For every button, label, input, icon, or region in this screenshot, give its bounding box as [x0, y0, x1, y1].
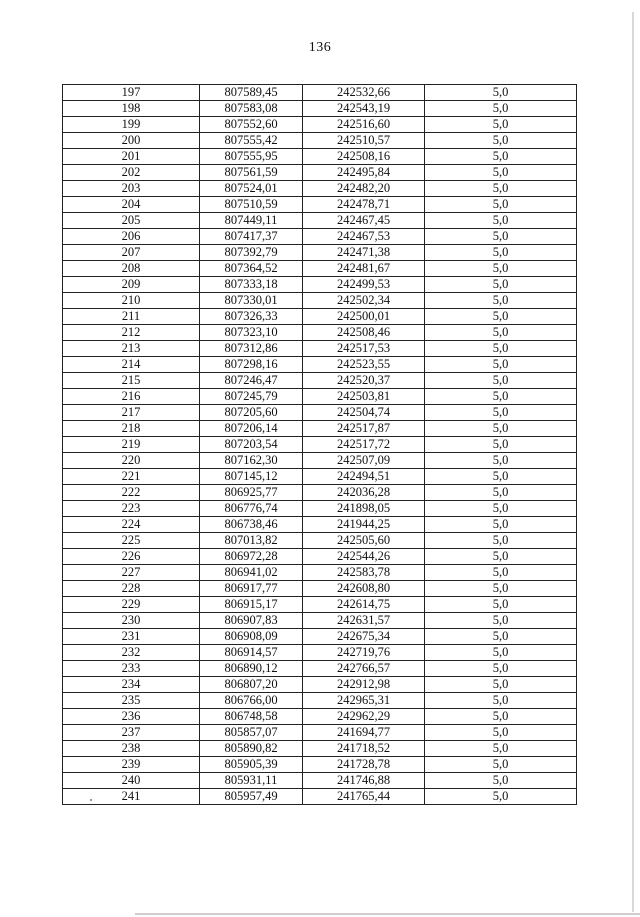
- x-coordinate-cell: 807246,47: [200, 373, 303, 389]
- table-row: [63, 341, 577, 357]
- point-number-cell: 229: [63, 597, 200, 613]
- value-cell: 5,0: [425, 133, 577, 149]
- y-coordinate-cell: 242499,53: [303, 277, 425, 293]
- y-coordinate-cell: 242544,26: [303, 549, 425, 565]
- point-number-cell: 218: [63, 421, 200, 437]
- y-coordinate-cell: 242482,20: [303, 181, 425, 197]
- x-coordinate-cell: 806925,77: [200, 485, 303, 501]
- x-coordinate-cell: 806907,83: [200, 613, 303, 629]
- table-row: [63, 517, 577, 533]
- value-cell: 5,0: [425, 517, 577, 533]
- point-number-cell: 200: [63, 133, 200, 149]
- table-row: [63, 149, 577, 165]
- x-coordinate-cell: 805931,11: [200, 773, 303, 789]
- table-row: [63, 117, 577, 133]
- point-number-cell: 205: [63, 213, 200, 229]
- x-coordinate-cell: 806807,20: [200, 677, 303, 693]
- value-cell: 5,0: [425, 277, 577, 293]
- y-coordinate-cell: 242504,74: [303, 405, 425, 421]
- table-row: [63, 485, 577, 501]
- point-number-cell: 215: [63, 373, 200, 389]
- y-coordinate-cell: 242543,19: [303, 101, 425, 117]
- value-cell: 5,0: [425, 757, 577, 773]
- value-cell: 5,0: [425, 709, 577, 725]
- x-coordinate-cell: 807206,14: [200, 421, 303, 437]
- y-coordinate-cell: 242719,76: [303, 645, 425, 661]
- y-coordinate-cell: 242036,28: [303, 485, 425, 501]
- x-coordinate-cell: 807330,01: [200, 293, 303, 309]
- value-cell: 5,0: [425, 629, 577, 645]
- table-row: [63, 629, 577, 645]
- y-coordinate-cell: 242481,67: [303, 261, 425, 277]
- point-number-cell: 225: [63, 533, 200, 549]
- y-coordinate-cell: 242495,84: [303, 165, 425, 181]
- table-row: [63, 661, 577, 677]
- y-coordinate-cell: 242532,66: [303, 85, 425, 101]
- value-cell: 5,0: [425, 405, 577, 421]
- point-number-cell: 231: [63, 629, 200, 645]
- point-number-cell: 211: [63, 309, 200, 325]
- point-number-cell: 227: [63, 565, 200, 581]
- y-coordinate-cell: 241728,78: [303, 757, 425, 773]
- value-cell: 5,0: [425, 613, 577, 629]
- table-row: [63, 549, 577, 565]
- value-cell: 5,0: [425, 661, 577, 677]
- y-coordinate-cell: 242608,80: [303, 581, 425, 597]
- point-number-cell: 236: [63, 709, 200, 725]
- table-row: [63, 261, 577, 277]
- x-coordinate-cell: 807555,95: [200, 149, 303, 165]
- point-number-cell: 210: [63, 293, 200, 309]
- point-number-cell: 219: [63, 437, 200, 453]
- table-row: [63, 213, 577, 229]
- table-row: [63, 677, 577, 693]
- value-cell: 5,0: [425, 565, 577, 581]
- table-row: [63, 373, 577, 389]
- y-coordinate-cell: 242631,57: [303, 613, 425, 629]
- table-row: [63, 613, 577, 629]
- value-cell: 5,0: [425, 437, 577, 453]
- value-cell: 5,0: [425, 533, 577, 549]
- x-coordinate-cell: 807203,54: [200, 437, 303, 453]
- scan-edge-bottom: [135, 913, 640, 915]
- point-number-cell: 206: [63, 229, 200, 245]
- table-row: [63, 293, 577, 309]
- x-coordinate-cell: 807449,11: [200, 213, 303, 229]
- y-coordinate-cell: 242467,45: [303, 213, 425, 229]
- x-coordinate-cell: 807145,12: [200, 469, 303, 485]
- point-number-cell: 203: [63, 181, 200, 197]
- value-cell: 5,0: [425, 645, 577, 661]
- coordinates-table: [62, 84, 577, 805]
- table-row: [63, 245, 577, 261]
- table-row: [63, 741, 577, 757]
- value-cell: 5,0: [425, 309, 577, 325]
- table-row: [63, 533, 577, 549]
- y-coordinate-cell: 242520,37: [303, 373, 425, 389]
- x-coordinate-cell: 806766,00: [200, 693, 303, 709]
- y-coordinate-cell: 242912,98: [303, 677, 425, 693]
- x-coordinate-cell: 807417,37: [200, 229, 303, 245]
- table-row: [63, 789, 577, 805]
- value-cell: 5,0: [425, 693, 577, 709]
- value-cell: 5,0: [425, 197, 577, 213]
- value-cell: 5,0: [425, 421, 577, 437]
- value-cell: 5,0: [425, 373, 577, 389]
- value-cell: 5,0: [425, 789, 577, 805]
- value-cell: 5,0: [425, 341, 577, 357]
- table-row: [63, 693, 577, 709]
- y-coordinate-cell: 242503,81: [303, 389, 425, 405]
- table-row: [63, 277, 577, 293]
- x-coordinate-cell: 807552,60: [200, 117, 303, 133]
- x-coordinate-cell: 807323,10: [200, 325, 303, 341]
- table-row: [63, 309, 577, 325]
- x-coordinate-cell: 806738,46: [200, 517, 303, 533]
- point-number-cell: 202: [63, 165, 200, 181]
- table-row: [63, 229, 577, 245]
- x-coordinate-cell: 807333,18: [200, 277, 303, 293]
- y-coordinate-cell: 242516,60: [303, 117, 425, 133]
- table-row: [63, 709, 577, 725]
- y-coordinate-cell: 242523,55: [303, 357, 425, 373]
- y-coordinate-cell: 242508,46: [303, 325, 425, 341]
- point-number-cell: 207: [63, 245, 200, 261]
- x-coordinate-cell: 807298,16: [200, 357, 303, 373]
- x-coordinate-cell: 806941,02: [200, 565, 303, 581]
- point-number-cell: 209: [63, 277, 200, 293]
- point-number-cell: 223: [63, 501, 200, 517]
- point-number-cell: 212: [63, 325, 200, 341]
- point-number-cell: 233: [63, 661, 200, 677]
- point-number-cell: 222: [63, 485, 200, 501]
- y-coordinate-cell: 242517,87: [303, 421, 425, 437]
- value-cell: 5,0: [425, 453, 577, 469]
- table-row: [63, 133, 577, 149]
- value-cell: 5,0: [425, 501, 577, 517]
- x-coordinate-cell: 807524,01: [200, 181, 303, 197]
- point-number-cell: 213: [63, 341, 200, 357]
- value-cell: 5,0: [425, 213, 577, 229]
- y-coordinate-cell: 241718,52: [303, 741, 425, 757]
- x-coordinate-cell: 806890,12: [200, 661, 303, 677]
- scan-speck: [90, 799, 92, 801]
- x-coordinate-cell: 806776,74: [200, 501, 303, 517]
- point-number-cell: 214: [63, 357, 200, 373]
- value-cell: 5,0: [425, 773, 577, 789]
- y-coordinate-cell: 242505,60: [303, 533, 425, 549]
- table-row: [63, 165, 577, 181]
- value-cell: 5,0: [425, 261, 577, 277]
- x-coordinate-cell: 806915,17: [200, 597, 303, 613]
- point-number-cell: 208: [63, 261, 200, 277]
- x-coordinate-cell: 806748,58: [200, 709, 303, 725]
- table-row: [63, 85, 577, 101]
- point-number-cell: 217: [63, 405, 200, 421]
- table-row: [63, 565, 577, 581]
- x-coordinate-cell: 807583,08: [200, 101, 303, 117]
- point-number-cell: 197: [63, 85, 200, 101]
- table-row: [63, 453, 577, 469]
- x-coordinate-cell: 807205,60: [200, 405, 303, 421]
- y-coordinate-cell: 242965,31: [303, 693, 425, 709]
- value-cell: 5,0: [425, 293, 577, 309]
- table-row: [63, 421, 577, 437]
- y-coordinate-cell: 242766,57: [303, 661, 425, 677]
- x-coordinate-cell: 805905,39: [200, 757, 303, 773]
- x-coordinate-cell: 807364,52: [200, 261, 303, 277]
- value-cell: 5,0: [425, 181, 577, 197]
- value-cell: 5,0: [425, 357, 577, 373]
- y-coordinate-cell: 242508,16: [303, 149, 425, 165]
- y-coordinate-cell: 242517,53: [303, 341, 425, 357]
- point-number-cell: 228: [63, 581, 200, 597]
- table-row: [63, 197, 577, 213]
- y-coordinate-cell: 241898,05: [303, 501, 425, 517]
- point-number-cell: 204: [63, 197, 200, 213]
- value-cell: 5,0: [425, 245, 577, 261]
- point-number-cell: 238: [63, 741, 200, 757]
- point-number-cell: 232: [63, 645, 200, 661]
- value-cell: 5,0: [425, 149, 577, 165]
- point-number-cell: 221: [63, 469, 200, 485]
- y-coordinate-cell: 242507,09: [303, 453, 425, 469]
- x-coordinate-cell: 806917,77: [200, 581, 303, 597]
- point-number-cell: 230: [63, 613, 200, 629]
- value-cell: 5,0: [425, 741, 577, 757]
- y-coordinate-cell: 242471,38: [303, 245, 425, 261]
- y-coordinate-cell: 242675,34: [303, 629, 425, 645]
- x-coordinate-cell: 807555,42: [200, 133, 303, 149]
- table-row: [63, 101, 577, 117]
- x-coordinate-cell: 807013,82: [200, 533, 303, 549]
- coordinates-table-body: [63, 85, 577, 805]
- x-coordinate-cell: 805957,49: [200, 789, 303, 805]
- x-coordinate-cell: 807245,79: [200, 389, 303, 405]
- table-row: [63, 437, 577, 453]
- table-row: [63, 725, 577, 741]
- value-cell: 5,0: [425, 325, 577, 341]
- x-coordinate-cell: 807510,59: [200, 197, 303, 213]
- y-coordinate-cell: 242517,72: [303, 437, 425, 453]
- point-number-cell: 234: [63, 677, 200, 693]
- x-coordinate-cell: 807392,79: [200, 245, 303, 261]
- x-coordinate-cell: 805857,07: [200, 725, 303, 741]
- point-number-cell: 199: [63, 117, 200, 133]
- point-number-cell: 239: [63, 757, 200, 773]
- y-coordinate-cell: 241765,44: [303, 789, 425, 805]
- point-number-cell: 224: [63, 517, 200, 533]
- scan-edge-right: [632, 12, 634, 912]
- x-coordinate-cell: 807589,45: [200, 85, 303, 101]
- point-number-cell: 237: [63, 725, 200, 741]
- x-coordinate-cell: 807162,30: [200, 453, 303, 469]
- point-number-cell: 241: [63, 789, 200, 805]
- table-row: [63, 773, 577, 789]
- y-coordinate-cell: 242500,01: [303, 309, 425, 325]
- value-cell: 5,0: [425, 581, 577, 597]
- y-coordinate-cell: 242510,57: [303, 133, 425, 149]
- table-row: [63, 501, 577, 517]
- y-coordinate-cell: 242478,71: [303, 197, 425, 213]
- value-cell: 5,0: [425, 389, 577, 405]
- value-cell: 5,0: [425, 101, 577, 117]
- point-number-cell: 220: [63, 453, 200, 469]
- point-number-cell: 226: [63, 549, 200, 565]
- page-number: 136: [308, 40, 332, 55]
- point-number-cell: 235: [63, 693, 200, 709]
- y-coordinate-cell: 242467,53: [303, 229, 425, 245]
- value-cell: 5,0: [425, 117, 577, 133]
- x-coordinate-cell: 805890,82: [200, 741, 303, 757]
- point-number-cell: 201: [63, 149, 200, 165]
- y-coordinate-cell: 242583,78: [303, 565, 425, 581]
- value-cell: 5,0: [425, 677, 577, 693]
- y-coordinate-cell: 241944,25: [303, 517, 425, 533]
- value-cell: 5,0: [425, 485, 577, 501]
- x-coordinate-cell: 806914,57: [200, 645, 303, 661]
- x-coordinate-cell: 807326,33: [200, 309, 303, 325]
- y-coordinate-cell: 241746,88: [303, 773, 425, 789]
- x-coordinate-cell: 806972,28: [200, 549, 303, 565]
- value-cell: 5,0: [425, 469, 577, 485]
- table-row: [63, 581, 577, 597]
- x-coordinate-cell: 807312,86: [200, 341, 303, 357]
- table-row: [63, 469, 577, 485]
- table-row: [63, 757, 577, 773]
- point-number-cell: 216: [63, 389, 200, 405]
- value-cell: 5,0: [425, 85, 577, 101]
- table-row: [63, 405, 577, 421]
- x-coordinate-cell: 807561,59: [200, 165, 303, 181]
- table-row: [63, 645, 577, 661]
- value-cell: 5,0: [425, 165, 577, 181]
- value-cell: 5,0: [425, 549, 577, 565]
- table-row: [63, 181, 577, 197]
- table-row: [63, 325, 577, 341]
- x-coordinate-cell: 806908,09: [200, 629, 303, 645]
- table-row: [63, 597, 577, 613]
- value-cell: 5,0: [425, 725, 577, 741]
- table-row: [63, 357, 577, 373]
- table-row: [63, 389, 577, 405]
- point-number-cell: 240: [63, 773, 200, 789]
- y-coordinate-cell: 242614,75: [303, 597, 425, 613]
- y-coordinate-cell: 241694,77: [303, 725, 425, 741]
- y-coordinate-cell: 242494,51: [303, 469, 425, 485]
- value-cell: 5,0: [425, 597, 577, 613]
- point-number-cell: 198: [63, 101, 200, 117]
- y-coordinate-cell: 242962,29: [303, 709, 425, 725]
- y-coordinate-cell: 242502,34: [303, 293, 425, 309]
- value-cell: 5,0: [425, 229, 577, 245]
